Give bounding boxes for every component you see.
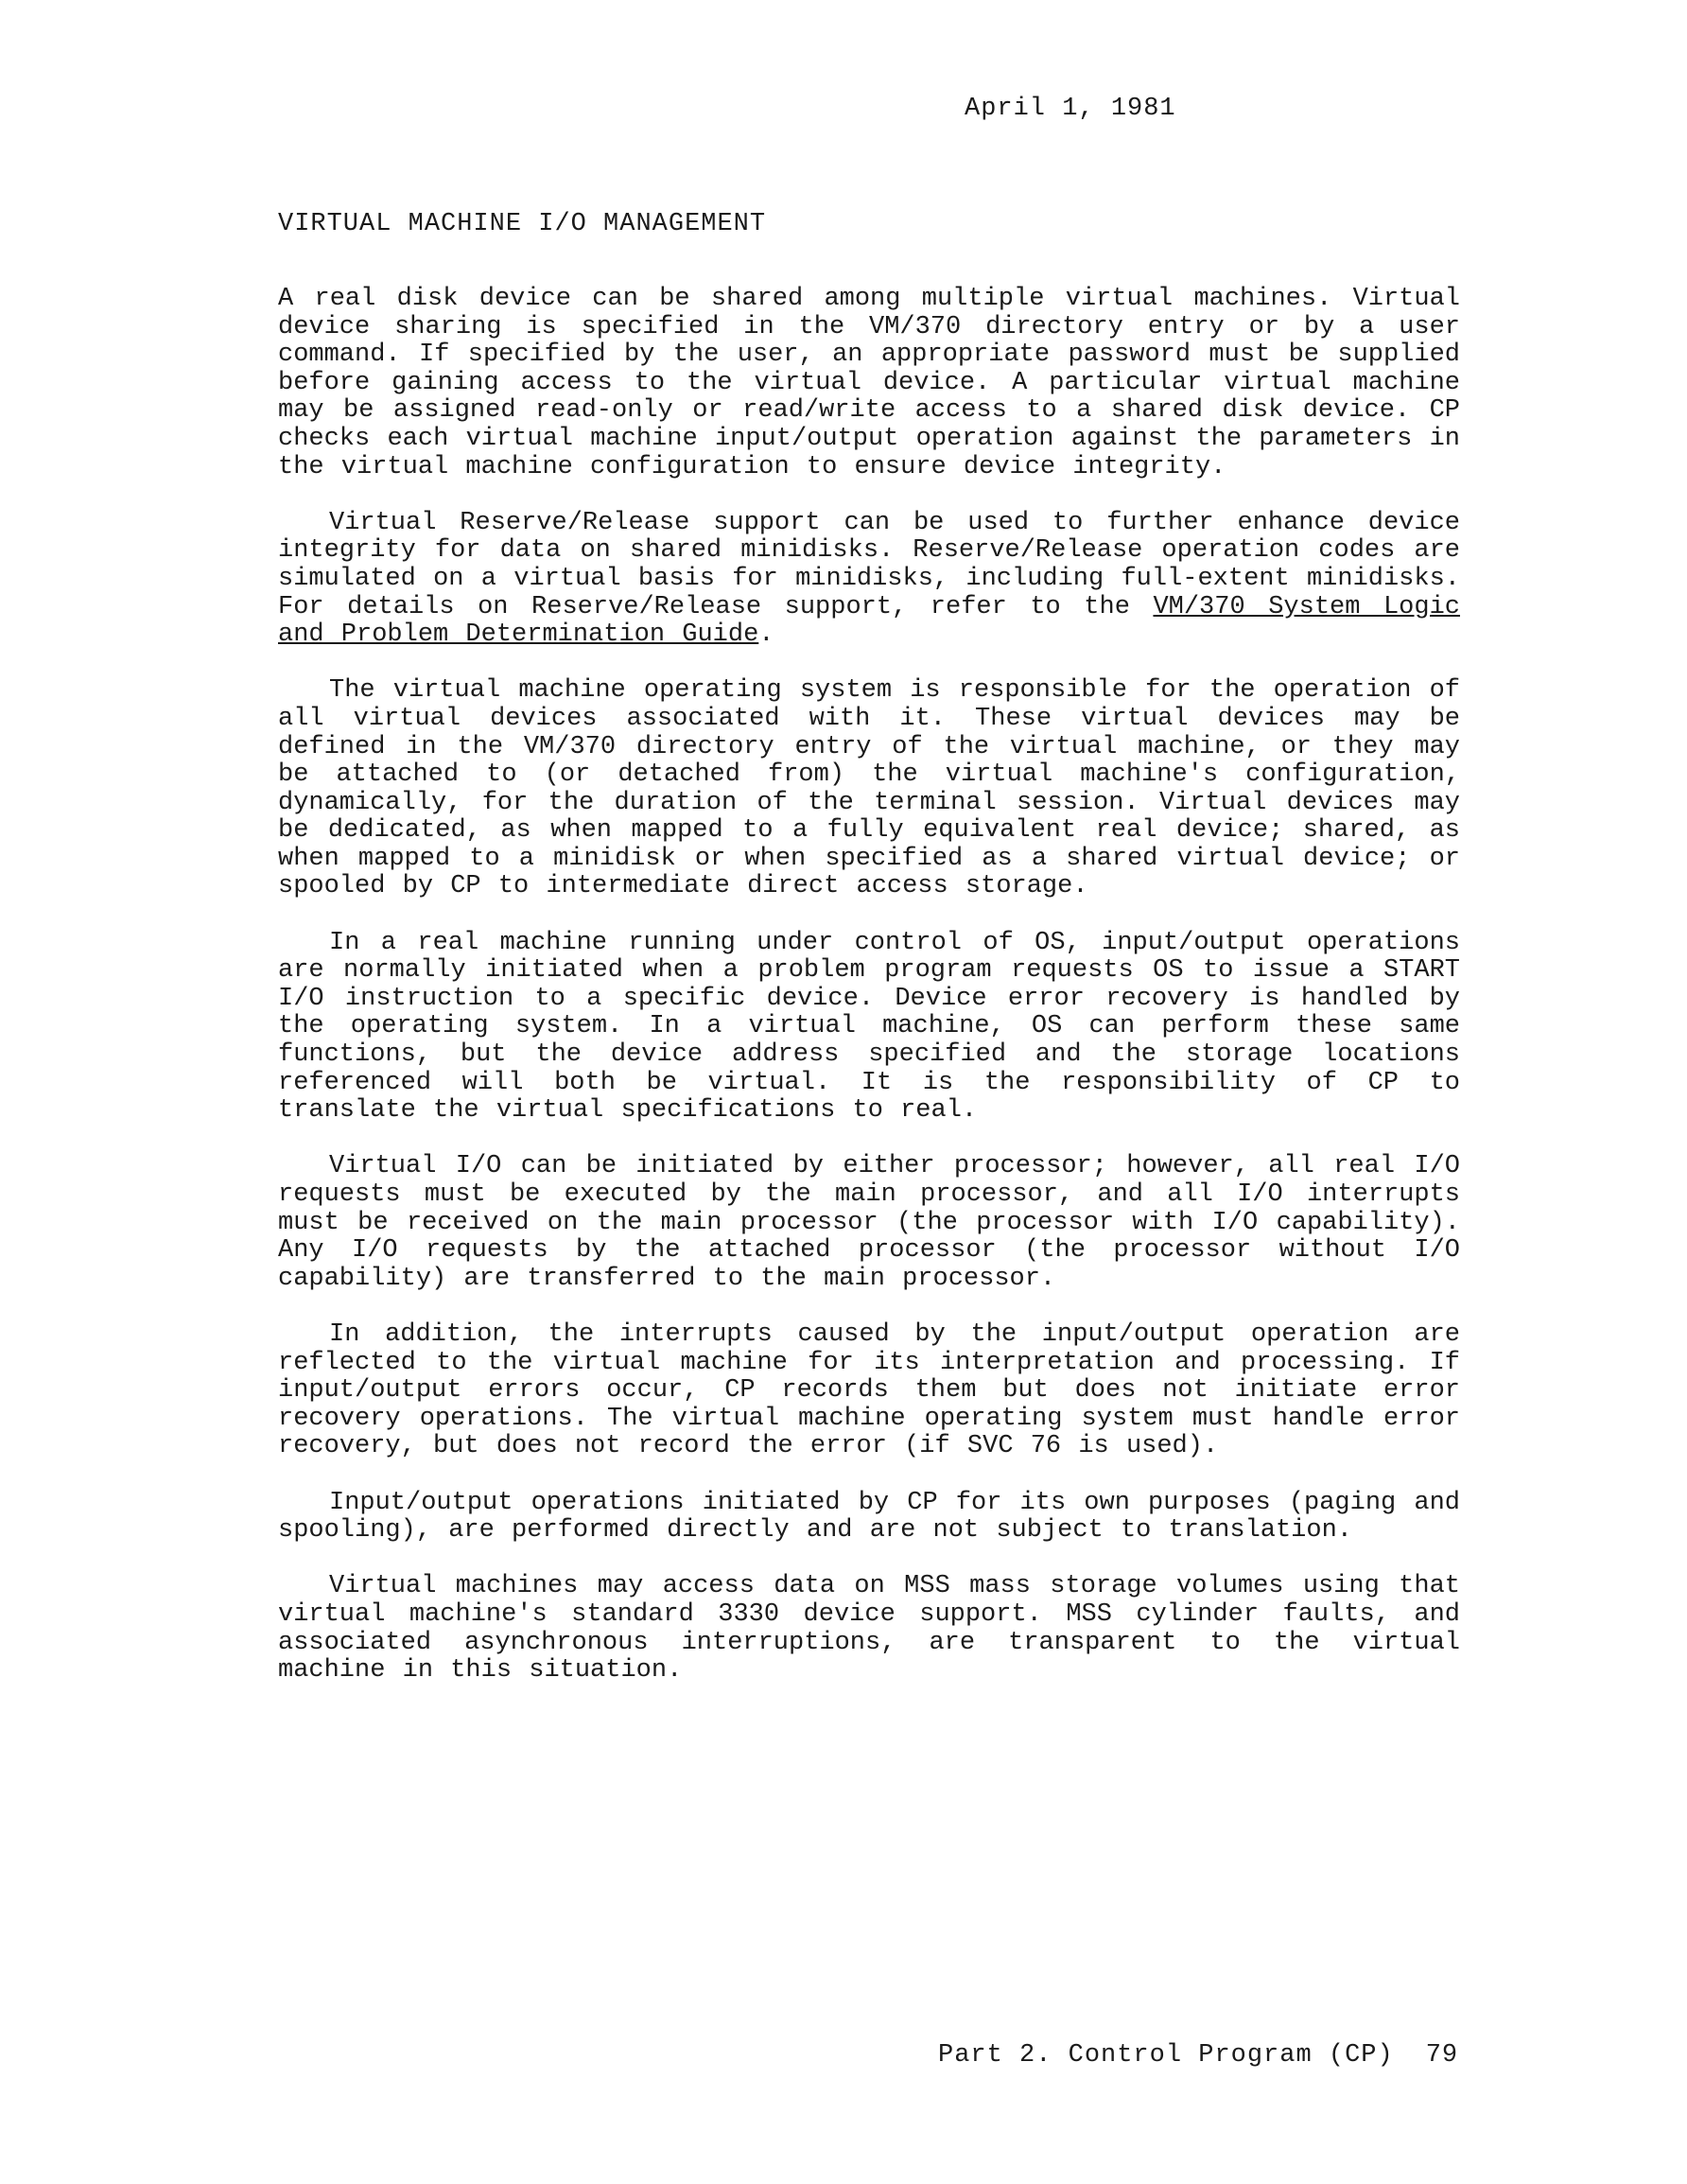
paragraph-virtual-devices: The virtual machine operating system is responsible for the operation of all virtual devices associated with it. These virtual devices may be defined in the VM/370 directory entry of the virtual machine, or they may be attached to (or detached from) the virtual machine's configuration, dynamically, for the duration of the terminal session. Virtual devices may be dedicated, as when mapped to a fully equivalent real device; shared, as when mapped to a minidisk or when specified as a shared virtual device; or spooled by CP to intermediate direct access storage. xyxy=(278,676,1460,901)
paragraph-real-machine-os: In a real machine running under control of OS, input/output operations are normally initiated when a problem program requests OS to issue a START I/O instruction to a specific device. Device error recovery is handled by the operating system. In a virtual machine, OS can perform these same functions, but the device address specified and the storage locations referenced will both be virtual. It is the responsibility of CP to translate the virtual specifications to real. xyxy=(278,928,1460,1126)
page-date: April 1, 1981 xyxy=(965,95,1176,123)
paragraph-text: . xyxy=(758,620,774,650)
paragraph-cp-io: Input/output operations initiated by CP for its own purposes (paging and spooling), are performed directly and are not subject to translation. xyxy=(278,1488,1460,1546)
paragraph-shared-disk: A real disk device can be shared among multiple virtual machines. Virtual device sharing is specified in the VM/370 directory entry or by a user command. If specified by the user, an appropriate password must be supplied before gaining access to the virtual device. A particular virtual machine may be assigned read-only or read/write access to a shared disk device. CP checks each virtual machine input/output operation against the parameters in the virtual machine configuration to ensure device integrity. xyxy=(278,285,1460,481)
paragraph-mss-storage: Virtual machines may access data on MSS mass storage volumes using that virtual machine's standard 3330 device support. MSS cylinder faults, and associated asynchronous interruptions, are transparent to the virtual machine in this situation. xyxy=(278,1572,1460,1686)
document-body xyxy=(278,286,1460,1713)
paragraph-text: Virtual Reserve/Release support can be used to further enhance device integrity for data on shared minidisks. Reserve/Release operation codes are simulated on a virtual basis for minidisks, including full-extent minidisks. For details on Reserve/Release support, refer to the xyxy=(278,508,1460,621)
guide-reference: VM/370 System Logic and Problem Determination Guide xyxy=(278,592,1460,650)
footer-section: Part 2. Control Program (CP) xyxy=(938,2041,1394,2070)
page-footer xyxy=(938,2041,1458,2070)
section-title: VIRTUAL MACHINE I/O MANAGEMENT xyxy=(278,210,767,238)
paragraph-interrupts: In addition, the interrupts caused by the input/output operation are reflected to the virtual machine for its interpretation and processing. If input/output errors occur, CP records them but does not initiate error recovery operations. The virtual machine operating system must handle error recovery, but does not record the error (if SVC 76 is used). xyxy=(278,1319,1460,1461)
paragraph-reserve-release xyxy=(278,510,1460,650)
paragraph-virtual-io-processor: Virtual I/O can be initiated by either processor; however, all real I/O requests must be executed by the main processor, and all I/O interrupts must be received on the main processor (the processor with I/O capability). Any I/O requests by the attached processor (the processor without I/O capability) are transferred to the main processor. xyxy=(278,1152,1460,1293)
page-number: 79 xyxy=(1425,2041,1459,2070)
